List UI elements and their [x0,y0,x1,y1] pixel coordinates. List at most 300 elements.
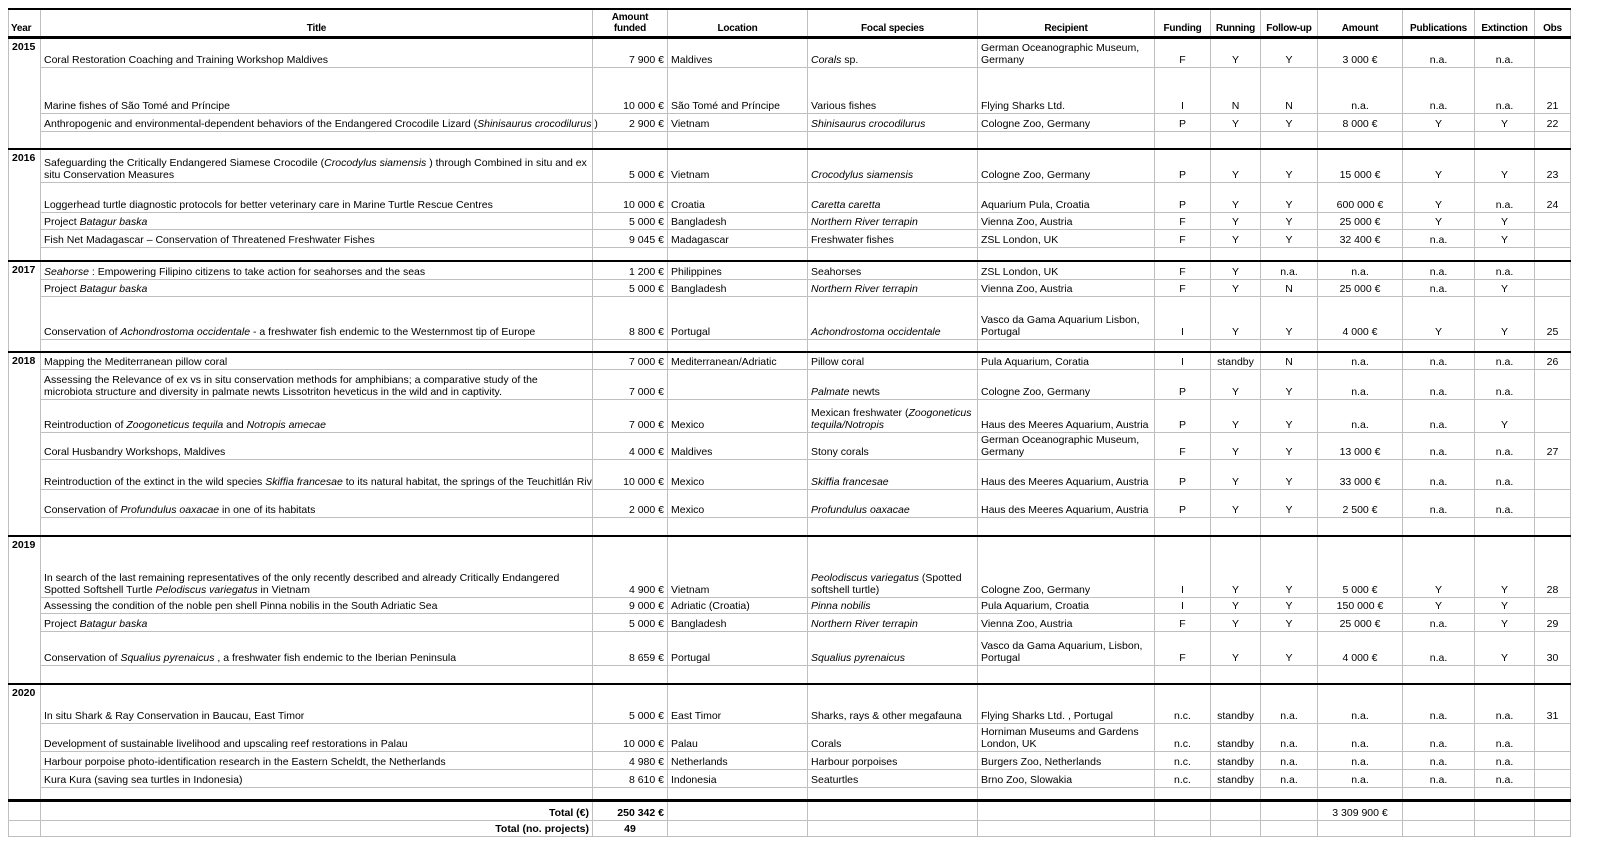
amount-cell: n.a. [1318,261,1403,280]
amount-funded-cell: 7 000 € [593,400,668,433]
obs-cell [1535,400,1571,433]
recipient-cell: Haus des Meeres Aquarium, Austria [978,490,1155,518]
funding-cell: n.c. [1155,684,1211,724]
publications-cell: n.a. [1403,684,1475,724]
location-cell: Bangladesh [668,280,808,297]
species-cell: Seaturtles [808,770,978,788]
obs-cell [1535,821,1571,837]
spacer-row [9,666,1571,684]
table-row [9,230,1571,248]
location-cell: Philippines [668,261,808,280]
total-row [9,801,1571,821]
location-cell: Palau [668,724,808,752]
obs-cell [1535,38,1571,68]
title-cell [41,132,593,149]
amount-cell [1318,788,1403,801]
obs-cell: 22 [1535,114,1571,132]
publications-cell: Y [1403,297,1475,340]
amount-cell: 32 400 € [1318,230,1403,248]
header-row [9,9,1571,38]
obs-cell: 29 [1535,614,1571,632]
year-cell: 2015 [9,38,41,149]
follow-up-cell [1261,788,1318,801]
table-row [9,536,1571,598]
amount-funded-cell: 10 000 € [593,183,668,213]
follow-up-cell: n.a. [1261,261,1318,280]
follow-up-cell: Y [1261,598,1318,614]
running-cell: standby [1211,684,1261,724]
species-cell: Freshwater fishes [808,230,978,248]
title-cell [41,518,593,536]
obs-cell [1535,230,1571,248]
extinction-cell [1475,788,1535,801]
publications-cell: Y [1403,536,1475,598]
extinction-cell: n.a. [1475,352,1535,370]
amount-funded-cell: 2 900 € [593,114,668,132]
recipient-cell: Vienna Zoo, Austria [978,614,1155,632]
amount-funded-cell: 2 000 € [593,490,668,518]
amount-funded-cell: 10 000 € [593,460,668,490]
species-cell: Northern River terrapin [808,280,978,297]
publications-cell: Y [1403,598,1475,614]
title-cell: Total (no. projects) [41,821,593,837]
amount-funded-cell: 4 980 € [593,752,668,770]
follow-up-cell: N [1261,280,1318,297]
extinction-cell: n.a. [1475,724,1535,752]
running-cell: Y [1211,149,1261,183]
location-cell: Netherlands [668,752,808,770]
amount-funded-cell: 10 000 € [593,724,668,752]
extinction-cell: n.a. [1475,684,1535,724]
amount-funded-cell: 5 000 € [593,684,668,724]
species-cell: Corals [808,724,978,752]
obs-cell: 26 [1535,352,1571,370]
funding-cell: P [1155,370,1211,400]
title-cell: Mapping the Mediterranean pillow coral [41,352,593,370]
location-cell: Portugal [668,632,808,666]
title-cell: Reintroduction of the extinct in the wild species Skiffia francesae to its natural habitat, the springs of the Teuchitlán Riv [41,460,593,490]
title-cell: Harbour porpoise photo-identification research in the Eastern Scheldt, the Netherlands [41,752,593,770]
amount-cell: n.a. [1318,400,1403,433]
obs-cell [1535,460,1571,490]
extinction-cell: Y [1475,598,1535,614]
amount-funded-cell: 250 342 € [593,801,668,821]
title-cell: Coral Restoration Coaching and Training Workshop Maldives [41,38,593,68]
location-cell: Maldives [668,433,808,460]
funding-cell [1155,132,1211,149]
obs-column-header: Obs [1535,9,1571,38]
running-cell: Y [1211,280,1261,297]
location-cell [668,788,808,801]
extinction-cell: Y [1475,614,1535,632]
location-cell: Vietnam [668,149,808,183]
running-cell: standby [1211,770,1261,788]
recipient-cell: Horniman Museums and Gardens London, UK [978,724,1155,752]
table-row [9,614,1571,632]
follow-up-cell: Y [1261,230,1318,248]
running-cell [1211,340,1261,352]
table-row [9,68,1571,114]
species-cell [808,518,978,536]
year-cell: 2016 [9,149,41,261]
running-cell: Y [1211,297,1261,340]
running-cell: Y [1211,632,1261,666]
species-cell: Crocodylus siamensis [808,149,978,183]
table-row [9,598,1571,614]
publications-cell: n.a. [1403,38,1475,68]
year-column-header: Year [9,9,41,38]
title-cell: Assessing the condition of the noble pen shell Pinna nobilis in the South Adriatic Sea [41,598,593,614]
year-cell: 2018 [9,352,41,536]
publications-cell: n.a. [1403,614,1475,632]
location-cell: Croatia [668,183,808,213]
spacer-row [9,132,1571,149]
obs-cell [1535,340,1571,352]
amount-funded-cell: 4 000 € [593,433,668,460]
recipient-cell [978,248,1155,261]
extinction-cell: Y [1475,213,1535,230]
spacer-row [9,788,1571,801]
obs-cell: 25 [1535,297,1571,340]
title-cell [41,788,593,801]
amount-cell [1318,666,1403,684]
follow-up-cell [1261,801,1318,821]
location-cell [668,248,808,261]
obs-cell [1535,666,1571,684]
follow-up-cell: n.a. [1261,770,1318,788]
recipient-cell [978,801,1155,821]
species-cell [808,340,978,352]
title-cell: Total (€) [41,801,593,821]
table-row [9,213,1571,230]
title-cell: Project Batagur baska [41,213,593,230]
title-cell: Coral Husbandry Workshops, Maldives [41,433,593,460]
funding-column-header: Funding [1155,9,1211,38]
amount-funded-cell: 8 800 € [593,297,668,340]
running-cell: standby [1211,724,1261,752]
amount-funded-cell [593,248,668,261]
funding-cell [1155,801,1211,821]
follow-up-cell: Y [1261,614,1318,632]
amount-cell [1318,132,1403,149]
funding-cell: P [1155,460,1211,490]
recipient-column-header: Recipient [978,9,1155,38]
extinction-cell: n.a. [1475,183,1535,213]
location-cell [668,132,808,149]
recipient-cell: Vienna Zoo, Austria [978,213,1155,230]
publications-cell: n.a. [1403,724,1475,752]
publications-column-header: Publications [1403,9,1475,38]
title-cell: In situ Shark & Ray Conservation in Baucau, East Timor [41,684,593,724]
funding-cell: P [1155,400,1211,433]
obs-cell: 30 [1535,632,1571,666]
projects-funding-table [8,8,1571,837]
table-row [9,433,1571,460]
recipient-cell: Haus des Meeres Aquarium, Austria [978,400,1155,433]
funding-cell: F [1155,433,1211,460]
funding-cell: I [1155,68,1211,114]
follow-up-cell: Y [1261,460,1318,490]
running-cell [1211,666,1261,684]
year-cell: 2019 [9,536,41,684]
amount-funded-cell: 8 610 € [593,770,668,788]
table-row [9,370,1571,400]
extinction-cell: n.a. [1475,752,1535,770]
publications-cell [1403,340,1475,352]
funding-cell: I [1155,536,1211,598]
recipient-cell [978,821,1155,837]
title-cell: Conservation of Profundulus oaxacae in one of its habitats [41,490,593,518]
amount-funded-cell: 5 000 € [593,280,668,297]
amount-funded-cell [593,518,668,536]
amount-cell: n.a. [1318,68,1403,114]
species-cell: Profundulus oaxacae [808,490,978,518]
amount-cell: 2 500 € [1318,490,1403,518]
running-cell: Y [1211,213,1261,230]
running-cell: Y [1211,114,1261,132]
table-row [9,752,1571,770]
amount-cell [1318,518,1403,536]
spacer-row [9,518,1571,536]
species-cell: Harbour porpoises [808,752,978,770]
amount-cell: n.a. [1318,752,1403,770]
table-row [9,261,1571,280]
amount-funded-cell: 7 000 € [593,370,668,400]
title-cell [41,340,593,352]
year-cell: 2017 [9,261,41,352]
funding-cell: F [1155,614,1211,632]
running-cell: Y [1211,598,1261,614]
recipient-cell: Pula Aquarium, Croatia [978,598,1155,614]
species-cell: Peolodiscus variegatus (Spotted softshell turtle) [808,536,978,598]
recipient-cell [978,666,1155,684]
extinction-cell: n.a. [1475,460,1535,490]
funding-cell: P [1155,114,1211,132]
amount-funded-cell: 7 000 € [593,352,668,370]
recipient-cell: Haus des Meeres Aquarium, Austria [978,460,1155,490]
publications-cell [1403,248,1475,261]
amount-funded-cell: 9 000 € [593,598,668,614]
publications-cell: n.a. [1403,632,1475,666]
amount-cell [1318,340,1403,352]
table-row [9,490,1571,518]
running-cell: Y [1211,38,1261,68]
running-cell: Y [1211,370,1261,400]
funding-cell: F [1155,261,1211,280]
extinction-cell [1475,248,1535,261]
location-cell [668,370,808,400]
publications-cell [1403,788,1475,801]
funding-cell: P [1155,490,1211,518]
follow-up-cell: Y [1261,183,1318,213]
funding-cell: F [1155,213,1211,230]
obs-cell [1535,132,1571,149]
location-cell: Vietnam [668,114,808,132]
funding-cell: P [1155,149,1211,183]
follow-up-cell: Y [1261,114,1318,132]
funding-cell [1155,666,1211,684]
location-cell: Mediterranean/Adriatic [668,352,808,370]
location-cell: Portugal [668,297,808,340]
title-cell: Safeguarding the Critically Endangered Siamese Crocodile (Crocodylus siamensis ) through Combined in situ and ex situ Conservation Measures [41,149,593,183]
extinction-cell: Y [1475,149,1535,183]
recipient-cell: German Oceanographic Museum, Germany [978,433,1155,460]
table-row [9,38,1571,68]
obs-cell [1535,598,1571,614]
table-row [9,724,1571,752]
extinction-cell: Y [1475,536,1535,598]
publications-cell: n.a. [1403,400,1475,433]
extinction-cell: n.a. [1475,370,1535,400]
extinction-cell: n.a. [1475,490,1535,518]
species-cell: Squalius pyrenaicus [808,632,978,666]
recipient-cell [978,132,1155,149]
running-cell: Y [1211,614,1261,632]
recipient-cell: Vasco da Gama Aquarium Lisbon, Portugal [978,297,1155,340]
running-cell: Y [1211,433,1261,460]
amount-funded-cell [593,132,668,149]
extinction-cell: n.a. [1475,433,1535,460]
amount-cell: 3 309 900 € [1318,801,1403,821]
title-cell: Project Batagur baska [41,280,593,297]
location-cell: Mexico [668,490,808,518]
table-row [9,183,1571,213]
recipient-cell: Cologne Zoo, Germany [978,149,1155,183]
amount-cell: 25 000 € [1318,213,1403,230]
recipient-cell: Vasco da Gama Aquarium, Lisbon, Portugal [978,632,1155,666]
amount-funded-cell [593,666,668,684]
publications-cell: n.a. [1403,280,1475,297]
running-cell [1211,788,1261,801]
year-cell: 2020 [9,684,41,801]
extinction-cell: n.a. [1475,261,1535,280]
running-cell: Y [1211,536,1261,598]
amount-funded-cell: 4 900 € [593,536,668,598]
follow-up-cell [1261,666,1318,684]
funding-cell [1155,248,1211,261]
amount-funded-cell: 5 000 € [593,149,668,183]
extinction-cell: n.a. [1475,38,1535,68]
title-cell [41,248,593,261]
follow-up-cell: N [1261,68,1318,114]
publications-cell: n.a. [1403,352,1475,370]
year-cell [9,821,41,837]
obs-cell: 31 [1535,684,1571,724]
amount-cell: n.a. [1318,684,1403,724]
extinction-cell: Y [1475,230,1535,248]
extinction-cell: n.a. [1475,770,1535,788]
running-cell: standby [1211,352,1261,370]
running-cell [1211,518,1261,536]
amount-funded-cell: 7 900 € [593,38,668,68]
follow-up-cell: Y [1261,149,1318,183]
running-column-header: Running [1211,9,1261,38]
obs-cell: 27 [1535,433,1571,460]
funding-cell: F [1155,38,1211,68]
location-cell [668,801,808,821]
title-cell: Loggerhead turtle diagnostic protocols for better veterinary care in Marine Turtle Rescue Centres [41,183,593,213]
title-cell: Assessing the Relevance of ex vs in situ conservation methods for amphibians; a comparative study of the microbiota structure and diversity in palmate newts Lissotriton heveticus in the wild and in captivity. [41,370,593,400]
recipient-cell [978,788,1155,801]
species-cell: Caretta caretta [808,183,978,213]
follow-up-cell: n.a. [1261,752,1318,770]
species-cell: Pillow coral [808,352,978,370]
amount-funded-cell: 8 659 € [593,632,668,666]
running-cell [1211,801,1261,821]
publications-cell: n.a. [1403,68,1475,114]
species-cell [808,132,978,149]
location-cell: Adriatic (Croatia) [668,598,808,614]
species-cell: Corals sp. [808,38,978,68]
recipient-cell: ZSL London, UK [978,230,1155,248]
obs-cell [1535,261,1571,280]
publications-cell: n.a. [1403,370,1475,400]
funding-cell: P [1155,183,1211,213]
publications-cell [1403,666,1475,684]
table-row [9,297,1571,340]
obs-cell [1535,248,1571,261]
title-cell: Kura Kura (saving sea turtles in Indonesia) [41,770,593,788]
publications-cell: n.a. [1403,230,1475,248]
amount-funded-column-header: Amount funded [593,9,668,38]
species-cell: Northern River terrapin [808,213,978,230]
funding-cell: n.c. [1155,770,1211,788]
follow-up-cell: Y [1261,536,1318,598]
follow-up-cell: Y [1261,370,1318,400]
location-cell: Mexico [668,460,808,490]
amount-cell: 150 000 € [1318,598,1403,614]
obs-cell: 21 [1535,68,1571,114]
publications-cell: Y [1403,114,1475,132]
follow-up-cell: Y [1261,433,1318,460]
follow-up-cell: Y [1261,213,1318,230]
funding-cell: F [1155,632,1211,666]
amount-cell: 33 000 € [1318,460,1403,490]
amount-funded-cell: 9 045 € [593,230,668,248]
recipient-cell: Aquarium Pula, Croatia [978,183,1155,213]
recipient-cell: Cologne Zoo, Germany [978,536,1155,598]
recipient-cell [978,340,1155,352]
amount-cell: 13 000 € [1318,433,1403,460]
follow-up-cell: n.a. [1261,684,1318,724]
species-cell: Northern River terrapin [808,614,978,632]
obs-cell [1535,370,1571,400]
amount-funded-cell: 49 [593,821,668,837]
funding-cell [1155,340,1211,352]
obs-cell [1535,801,1571,821]
location-cell [668,518,808,536]
table-row [9,114,1571,132]
running-cell: Y [1211,400,1261,433]
recipient-cell: Flying Sharks Ltd. [978,68,1155,114]
recipient-cell: ZSL London, UK [978,261,1155,280]
title-column-header: Title [41,9,593,38]
obs-cell [1535,724,1571,752]
table-row [9,770,1571,788]
extinction-cell [1475,340,1535,352]
follow-up-cell: Y [1261,400,1318,433]
publications-cell: Y [1403,183,1475,213]
species-cell: Palmate newts [808,370,978,400]
extinction-cell [1475,132,1535,149]
amount-funded-cell [593,788,668,801]
location-cell: Indonesia [668,770,808,788]
amount-cell: n.a. [1318,352,1403,370]
amount-funded-cell: 5 000 € [593,213,668,230]
spacer-row [9,340,1571,352]
species-cell: Achondrostoma occidentale [808,297,978,340]
amount-cell: 600 000 € [1318,183,1403,213]
